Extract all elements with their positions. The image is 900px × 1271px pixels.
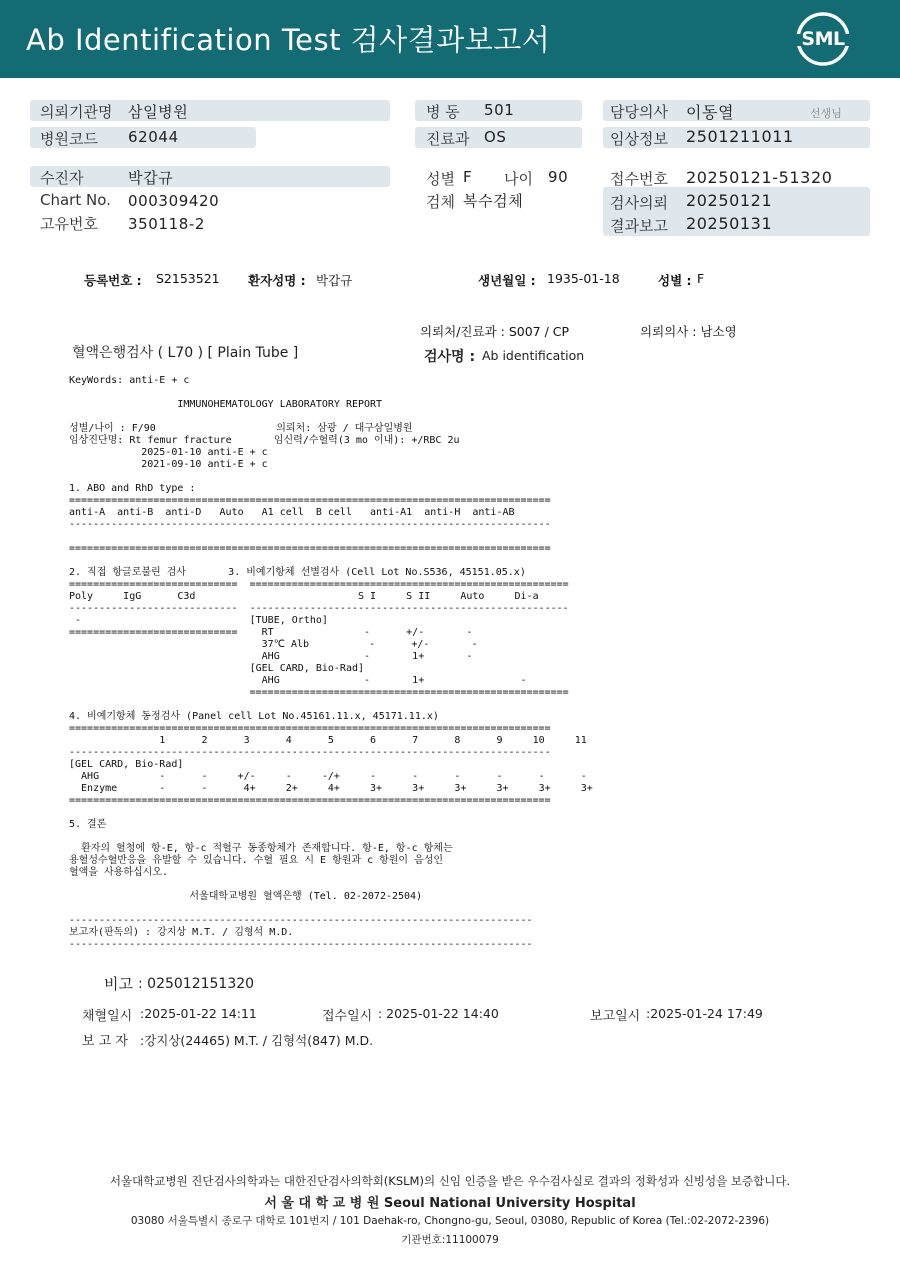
reg-sex-label: 성별 : — [658, 273, 692, 288]
uid-value: 350118-2 — [128, 215, 206, 233]
age-value: 90 — [548, 168, 569, 186]
dept-value: OS — [484, 128, 507, 146]
patient-label: 수진자 — [40, 169, 84, 187]
ward-value: 501 — [484, 101, 515, 119]
receipt-value: 20250121-51320 — [686, 168, 833, 187]
reg-dob-label: 생년월일 : — [478, 273, 536, 288]
requester: 의뢰처/진료과 : S007 / CP — [420, 324, 570, 339]
age-label: 나이 — [504, 170, 533, 188]
result-label: 결과보고 — [610, 217, 668, 235]
request-doctor: 의뢰의사 : 남소영 — [640, 324, 737, 339]
test-req-label: 검사의뢰 — [610, 194, 668, 212]
reg-no-value: S2153521 — [156, 271, 220, 286]
certification-note: 서울대학교병원 진단검사의학과는 대한진단검사의학회(KSLM)의 신임 인증을 받은 우수검사실로 결과의 정확성과 신빙성을 보증합니다. — [109, 1174, 791, 1188]
collect-label: 채혈일시 — [82, 1009, 133, 1024]
lab-report-body: KeyWords: anti-E + c IMMUNOHEMATOLOGY LABORATORY REPORT 성별/나이 : F/90 의뢰처: 삼광 / 대구삼일병원 임상진단명: Rt femur fracture 임신력/수혈력(3 mo 이내): +/RBC 2u 2025-01-10 anti-E + c 2021-09-10 anti-E + c 1. ABO and RhD type : ================================================================================ anti-A anti-B anti-D Auto A1 cell B cell anti-A1 anti-H anti-AB -------------------------------------------------------------------------------- ================================================================================ 2. 직접 항글로불린 검사 3. 비예기항체 선별검사 (Cell Lot No.S536, 45151.05.x) ============================ ===================================================== Poly IgG C3d S I S II Auto Di-a ---------------------------- ----------------------------------------------------- - [TUBE, Ortho] ============================ RT - +/- - 37℃ Alb - +/- - AHG - 1+ - [GEL CARD, Bio-Rad] AHG - 1+ - ===================================================== 4. 비예기항체 동정검사 (Panel cell Lot No.45161.11.x, 45171.11.x) ================================================================================ 1 2 3 4 5 6 7 8 9 10 11 -------------------------------------------------------------------------------- [GEL CARD, Bio-Rad] AHG - - +/- - -/+ - - - - - - Enzyme - - 4+ 2+ 4+ 3+ 3+ 3+ 3+ 3+ 3+ ================================================================================ 5. 결론 환자의 혈청에 항-E, 항-c 적혈구 동종항체가 존재합니다. 항-E, 항-c 항체는 용혈성수혈반응을 유발할 수 있습니다. 수혈 필요 시 E 항원과 c 항원이 음성인 혈액을 사용하십시오. 서울대학교병원 혈액은행 (Tel. 02-2072-2504) ----------------------------------------------------------------------------- 보고자(판독의) : 강지상 M.T. / 김형석 M.D. ----------------------------------------------------------------------------- — [69, 375, 593, 950]
dept-label: 진료과 — [426, 130, 470, 148]
sex-value: F — [463, 168, 473, 186]
logo-text: SML — [801, 28, 845, 50]
reg-dob-value: 1935-01-18 — [547, 271, 620, 286]
ward-label: 병 동 — [426, 103, 460, 121]
hospital-address: 03080 서울특별시 종로구 대학로 101번지 / 101 Daehak-ro, Chongno-gu, Seoul, 03080, Republic of Korea (Tel.:02-2072-2396) — [130, 1215, 770, 1227]
hosp-code-label: 병원코드 — [40, 130, 98, 148]
chart-value: 000309420 — [128, 192, 220, 210]
collect-value: :2025-01-22 14:11 — [140, 1006, 257, 1021]
reg-name-value: 박갑규 — [316, 273, 353, 288]
test-name-value: Ab identification — [482, 348, 585, 363]
specimen-value: 복수검체 — [463, 192, 524, 210]
result-value: 20250131 — [686, 214, 773, 233]
reg-name-label: 환자성명 : — [248, 273, 306, 288]
test-req-value: 20250121 — [686, 191, 773, 210]
test-department-title: 혈액은행검사 ( L70 ) [ Plain Tube ] — [72, 345, 299, 361]
uid-label: 고유번호 — [40, 215, 98, 233]
chart-label: Chart No. — [40, 191, 111, 209]
sex-label: 성별 — [426, 170, 455, 188]
doctor-value: 이동열 — [686, 103, 735, 122]
receipt-time-value: : 2025-01-22 14:40 — [378, 1006, 499, 1021]
report-time-label: 보고일시 — [590, 1009, 641, 1024]
report-header — [0, 0, 900, 78]
receipt-time-label: 접수일시 — [322, 1009, 373, 1024]
clinical-label: 임상정보 — [610, 130, 668, 148]
remark-label: 비고 — [104, 975, 133, 993]
patient-value: 박갑규 — [128, 169, 174, 187]
req-org-label: 의뢰기관명 — [40, 103, 113, 121]
specimen-label: 검체 — [426, 193, 455, 211]
doctor-label: 담당의사 — [610, 103, 668, 121]
remark-value: : 025012151320 — [138, 976, 255, 992]
reg-no-label: 등록번호 : — [84, 273, 142, 288]
institution-number: 기관번호:11100079 — [401, 1234, 499, 1246]
test-name-label: 검사명 : — [424, 349, 476, 365]
reporter-label: 보 고 자 — [82, 1034, 128, 1049]
patient-bar — [30, 166, 390, 187]
req-org-value: 삼일병원 — [128, 103, 189, 121]
doctor-suffix: 선생님 — [810, 107, 842, 120]
clinical-value: 2501211011 — [686, 127, 794, 146]
report-time-value: :2025-01-24 17:49 — [646, 1006, 763, 1021]
report-title: Ab Identification Test 검사결과보고서 — [26, 23, 551, 57]
reg-sex-value: F — [697, 271, 705, 286]
hosp-code-value: 62044 — [128, 128, 179, 146]
reporter-value: :강지상(24465) M.T. / 김형석(847) M.D. — [140, 1033, 374, 1048]
receipt-label: 접수번호 — [610, 170, 668, 188]
hospital-name: 서 울 대 학 교 병 원 Seoul National University Hospital — [264, 1196, 636, 1211]
